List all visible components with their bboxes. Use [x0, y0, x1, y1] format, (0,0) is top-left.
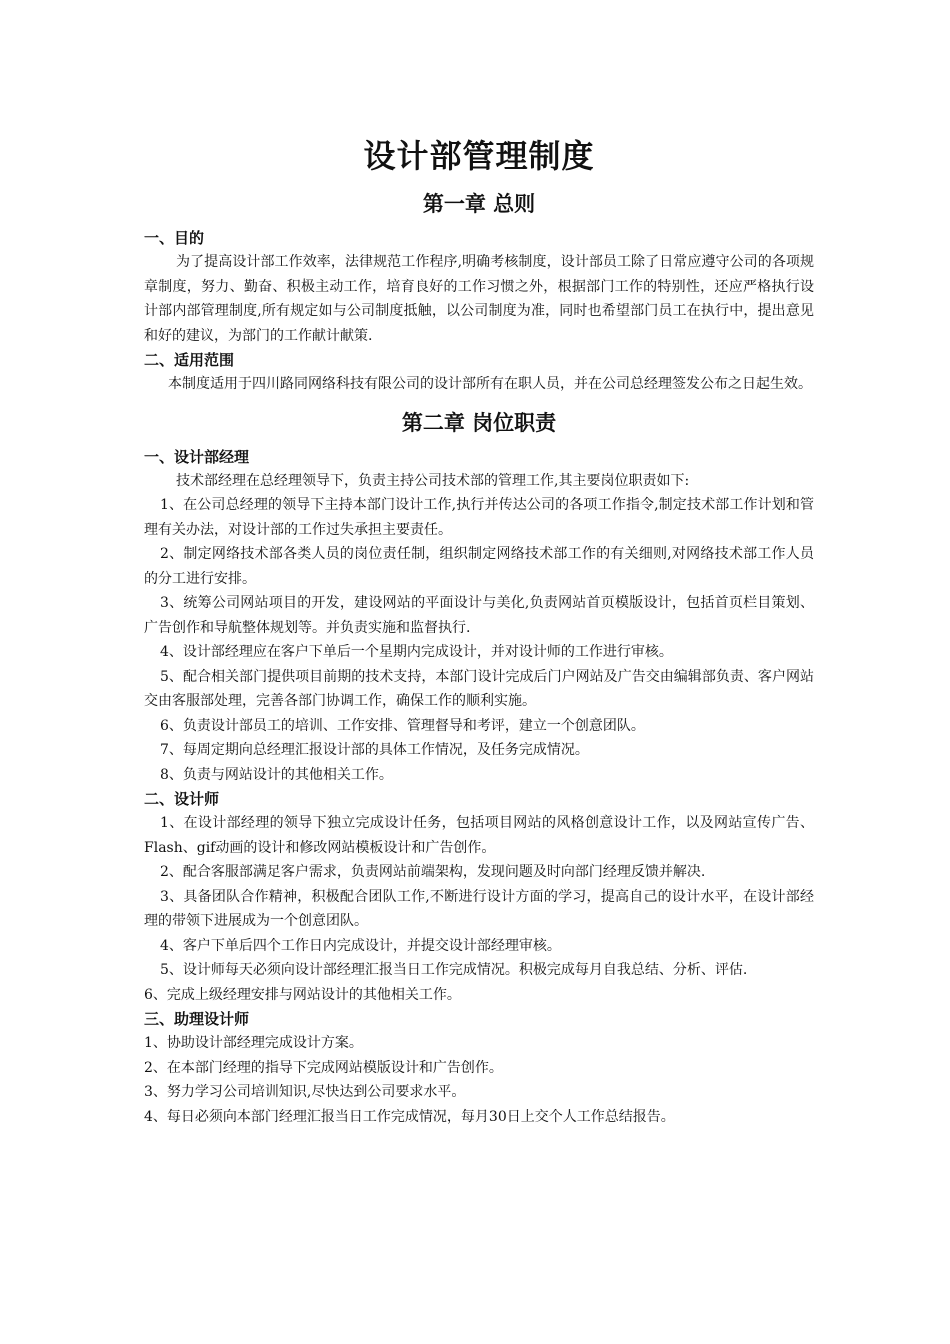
- section-scope-text: 本制度适用于四川路同网络科技有限公司的设计部所有在职人员，并在公司总经理签发公布之日起生效。: [168, 376, 812, 392]
- list-item: 1、在设计部经理的领导下独立完成设计任务，包括项目网站的风格创意设计工作，以及网站宣传广告、Flash、gif动画的设计和修改网站模板设计和广告创作。: [144, 815, 814, 856]
- list-item: 7、每周定期向总经理汇报设计部的具体工作情况，及任务完成情况。: [160, 742, 589, 758]
- manager-intro: 技术部经理在总经理领导下，负责主持公司技术部的管理工作,其主要岗位职责如下:: [176, 472, 690, 489]
- section-scope-heading: 二、适用范围: [144, 351, 235, 369]
- list-item: 3、努力学习公司培训知识,尽快达到公司要求水平。: [144, 1084, 466, 1100]
- designer-duties-list: [144, 811, 814, 1007]
- list-item: 2、制定网络技术部各类人员的岗位责任制，组织制定网络技术部工作的有关细则,对网络技术部工作人员的分工进行安排。: [144, 546, 814, 587]
- document-title: 设计部管理制度: [363, 137, 595, 175]
- list-item: 2、在本部门经理的指导下完成网站模版设计和广告创作。: [144, 1059, 503, 1076]
- list-item: 6、负责设计部员工的培训、工作安排、管理督导和考评，建立一个创意团队。: [160, 717, 645, 734]
- manager-heading: 一、设计部经理: [144, 447, 250, 466]
- list-item: 4、客户下单后四个工作日内完成设计，并提交设计部经理审核。: [160, 937, 561, 954]
- list-item: 4、每日必须向本部门经理汇报当日工作完成情况，每月30日上交个人工作总结报告。: [144, 1108, 675, 1125]
- list-item: 6、完成上级经理安排与网站设计的其他相关工作。: [144, 986, 461, 1003]
- document-page: [144, 120, 814, 1129]
- manager-duties-list: [144, 493, 814, 787]
- list-item: 4、设计部经理应在客户下单后一个星期内完成设计，并对设计师的工作进行审核。: [160, 644, 673, 660]
- list-item: 3、具备团队合作精神，积极配合团队工作,不断进行设计方面的学习，提高自己的设计水平，在设计部经理的带领下进展成为一个创意团队。: [144, 888, 814, 929]
- chapter-2-title: 第二章 岗位职责: [401, 410, 557, 435]
- designer-heading: 二、设计师: [144, 790, 220, 808]
- section-purpose-text: 为了提高设计部工作效率，法律规范工作程序,明确考核制度，设计部员工除了日常应遵守公司的各项规章制度，努力、勤奋、积极主动工作，培育良好的工作习惯之外，根据部门工作的特别性，还应严格执行设计部内部管理制度,所有规定如与公司制度抵触，以公司制度为准，同时也希望部门员工在执行中，提出意见和好的建议，为部门的工作献计献策.: [144, 254, 814, 344]
- list-item: 3、统筹公司网站项目的开发，建设网站的平面设计与美化,负责网站首页模版设计，包括首页栏目策划、广告创作和导航整体规划等。并负责实施和监督执行.: [144, 595, 814, 636]
- chapter-1-title: 第一章 总则: [422, 192, 536, 216]
- list-item: 1、协助设计部经理完成设计方案。: [144, 1035, 363, 1051]
- assistant-duties-list: [144, 1031, 814, 1129]
- list-item: 5、设计师每天必须向设计部经理汇报当日工作完成情况。积极完成每月自我总结、分析、评估.: [160, 962, 748, 978]
- list-item: 1、在公司总经理的领导下主持本部门设计工作,执行并传达公司的各项工作指令,制定技术部工作计划和管理有关办法，对设计部的工作过失承担主要责任。: [144, 497, 814, 538]
- section-purpose-heading: 一、目的: [144, 229, 205, 247]
- assistant-heading: 三、助理设计师: [144, 1010, 250, 1028]
- list-item: 5、配合相关部门提供项目前期的技术支持，本部门设计完成后门户网站及广告交由编辑部负责、客户网站交由客服部处理，完善各部门协调工作，确保工作的顺利实施。: [144, 668, 814, 709]
- list-item: 8、负责与网站设计的其他相关工作。: [160, 766, 393, 783]
- list-item: 2、配合客服部满足客户需求，负责网站前端架构，发现问题及时向部门经理反馈并解决.: [160, 864, 706, 880]
